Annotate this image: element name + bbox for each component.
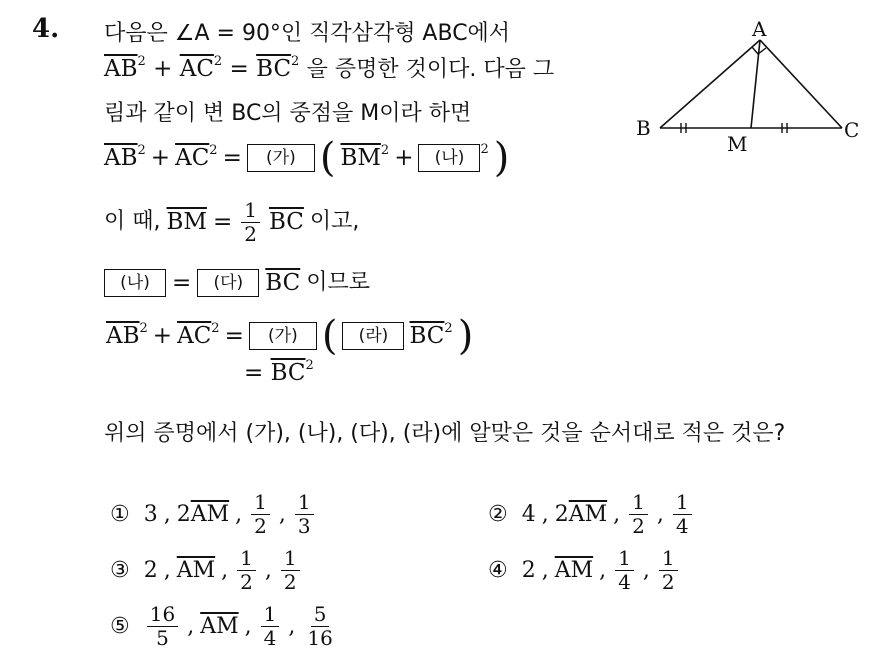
choice-2[interactable]: ② 4 , $2\overline{AM}$ , $\frac{1}{2}$ , $\frac{1}{4}$ bbox=[488, 492, 695, 537]
exponent: 2 bbox=[137, 142, 146, 158]
choice-number: ⑤ bbox=[110, 614, 130, 639]
fraction-denominator: 2 bbox=[661, 570, 675, 594]
paren-close: ) bbox=[457, 313, 474, 359]
blank-da: (다) bbox=[197, 269, 259, 297]
equation-1: $\overline{AB}^2$ + $\overline{AC}^2$ = (가) ( $\overline{BM}^2$ + (나) $^2$ ) bbox=[104, 135, 510, 181]
fraction-denominator: 2 bbox=[254, 514, 267, 538]
choice-number: ② bbox=[488, 502, 508, 527]
segment-am: $\overline{AM}$ bbox=[554, 558, 594, 583]
choice-number: ① bbox=[110, 502, 130, 527]
fraction-denominator: 2 bbox=[240, 570, 253, 594]
fraction-numerator: 1 bbox=[251, 492, 270, 515]
choice-value: 2 bbox=[521, 558, 536, 583]
fraction-numerator: 1 bbox=[673, 492, 692, 515]
segment-am: $\overline{AM}$ bbox=[176, 558, 216, 583]
segment-bc: $\overline{BC}$ bbox=[409, 322, 445, 349]
fraction-numerator: 1 bbox=[281, 548, 300, 571]
choice-value: 4 bbox=[521, 502, 536, 527]
fraction-denominator: 4 bbox=[618, 570, 631, 594]
segment-bm: $\overline{BM}$ bbox=[340, 144, 381, 171]
question-line-3: 림과 같이 변 BC의 중점을 M이라 하면 bbox=[104, 101, 472, 126]
blank-na: (나) bbox=[418, 144, 480, 172]
fraction-numerator: 1 bbox=[241, 200, 260, 223]
exponent: 2 bbox=[139, 320, 148, 336]
fraction-denominator: 16 bbox=[307, 626, 333, 650]
choice-value: 2 bbox=[143, 558, 158, 583]
fraction-numerator: 1 bbox=[295, 492, 314, 515]
choice-coefficient: 2 bbox=[554, 502, 569, 527]
segment-ab: $\overline{AB}$ bbox=[104, 56, 138, 82]
segment-ab: $\overline{AB}$ bbox=[104, 144, 138, 171]
exponent: 2 bbox=[444, 320, 453, 336]
fraction-denominator: 3 bbox=[297, 514, 311, 538]
choice-number: ③ bbox=[110, 558, 130, 583]
segment-bm: $\overline{BM}$ bbox=[166, 208, 207, 235]
exponent: 2 bbox=[480, 142, 489, 157]
question-number: 4. bbox=[32, 14, 60, 44]
fraction-denominator: 5 bbox=[156, 626, 169, 650]
equation-5: = $\overline{BC}^2$ bbox=[244, 358, 314, 386]
segment-bc: $\overline{BC}$ bbox=[268, 208, 304, 235]
question-line-1: 다음은 ∠A = 90°인 직각삼각형 ABC에서 bbox=[104, 21, 511, 46]
choice-number: ④ bbox=[488, 558, 508, 583]
fraction-numerator: 1 bbox=[659, 548, 678, 571]
fraction-denominator: 4 bbox=[675, 514, 689, 538]
fraction-denominator: 4 bbox=[263, 626, 277, 650]
side-ac bbox=[760, 40, 842, 128]
segment-ac: $\overline{AC}$ bbox=[177, 322, 212, 349]
line-2-suffix: 을 증명한 것이다. 다음 그 bbox=[306, 57, 555, 82]
side-ab bbox=[660, 40, 760, 128]
exponent: 2 bbox=[305, 358, 314, 373]
fraction-numerator: 1 bbox=[629, 492, 648, 515]
choice-value: 3 bbox=[143, 502, 158, 527]
triangle-figure bbox=[620, 18, 870, 168]
so-suffix: 이므로 bbox=[306, 270, 370, 295]
fraction-numerator: 1 bbox=[237, 548, 256, 571]
fraction-denominator: 2 bbox=[283, 570, 297, 594]
question-prompt: 위의 증명에서 (가), (나), (다), (라)에 알맞은 것을 순서대로 적은 것은? bbox=[104, 421, 786, 446]
segment-bc: $\overline{BC}$ bbox=[265, 269, 301, 296]
choice-4[interactable]: ④ 2 , $\overline{AM}$ , $\frac{1}{4}$ , $\frac{1}{2}$ bbox=[488, 548, 681, 593]
segment-ac: $\overline{AC}$ bbox=[179, 56, 214, 82]
exponent: 2 bbox=[137, 54, 146, 69]
paren-close: ) bbox=[493, 135, 510, 181]
fraction-denominator: 2 bbox=[244, 221, 257, 246]
paren-open: ( bbox=[319, 135, 336, 181]
fraction-numerator: 1 bbox=[615, 548, 634, 571]
segment-bc: $\overline{BC}$ bbox=[270, 360, 306, 386]
choice-1[interactable]: ① 3 , $2\overline{AM}$ , $\frac{1}{2}$ , $\frac{1}{3}$ bbox=[110, 492, 317, 537]
blank-ra: (라) bbox=[342, 322, 404, 350]
exponent: 2 bbox=[209, 142, 218, 158]
segment-am: $\overline{AM}$ bbox=[200, 614, 239, 639]
paren-open: ( bbox=[321, 313, 338, 359]
vertex-label-c: C bbox=[844, 118, 860, 142]
fraction-half bbox=[241, 197, 260, 246]
when-prefix: 이 때, bbox=[104, 209, 161, 234]
segment-bc: $\overline{BC}$ bbox=[256, 56, 292, 82]
fraction-numerator: 5 bbox=[311, 604, 330, 627]
blank-na: (나) bbox=[104, 269, 166, 297]
exponent: 2 bbox=[380, 142, 390, 158]
exponent: 2 bbox=[213, 54, 223, 69]
question-line-2: $\overline{AB}^2 + \overline{AC}^2 = \overline{BC}^2$ 을 증명한 것이다. 다음 그 bbox=[104, 54, 555, 82]
fraction-numerator: 16 bbox=[147, 604, 178, 627]
vertex-label-a: A bbox=[752, 18, 767, 41]
vertex-label-m: M bbox=[727, 132, 748, 156]
exponent: 2 bbox=[291, 54, 300, 69]
exponent: 2 bbox=[211, 320, 220, 336]
equation-4: $\overline{AB}^2$ + $\overline{AC}^2$ = (가) ( (라) $\overline{BC}^2$ ) bbox=[106, 313, 474, 359]
segment-am: $\overline{AM}$ bbox=[190, 502, 230, 527]
blank-ga: (가) bbox=[247, 144, 315, 172]
blank-ga: (가) bbox=[249, 322, 317, 350]
choice-coefficient: 2 bbox=[176, 502, 191, 527]
fraction-numerator: 1 bbox=[261, 604, 280, 627]
choice-5[interactable]: ⑤ $\frac{16}{5}$ , $\overline{AM}$ , $\frac{1}{4}$ , $\frac{5}{16}$ bbox=[110, 604, 339, 649]
equation-2: 이 때, $\overline{BM}$ = $\frac{1}{2}$ $\overline{BC}$ 이고, bbox=[104, 197, 360, 246]
vertex-label-b: B bbox=[636, 116, 651, 140]
when-suffix: 이고, bbox=[309, 209, 360, 234]
segment-am: $\overline{AM}$ bbox=[568, 502, 608, 527]
segment-ab: $\overline{AB}$ bbox=[106, 322, 140, 349]
fraction-denominator: 2 bbox=[632, 514, 645, 538]
choice-3[interactable]: ③ 2 , $\overline{AM}$ , $\frac{1}{2}$ , $\frac{1}{2}$ bbox=[110, 548, 303, 593]
segment-ac: $\overline{AC}$ bbox=[175, 144, 210, 171]
equation-3: (나) = (다) $\overline{BC}$ 이므로 bbox=[104, 266, 370, 300]
